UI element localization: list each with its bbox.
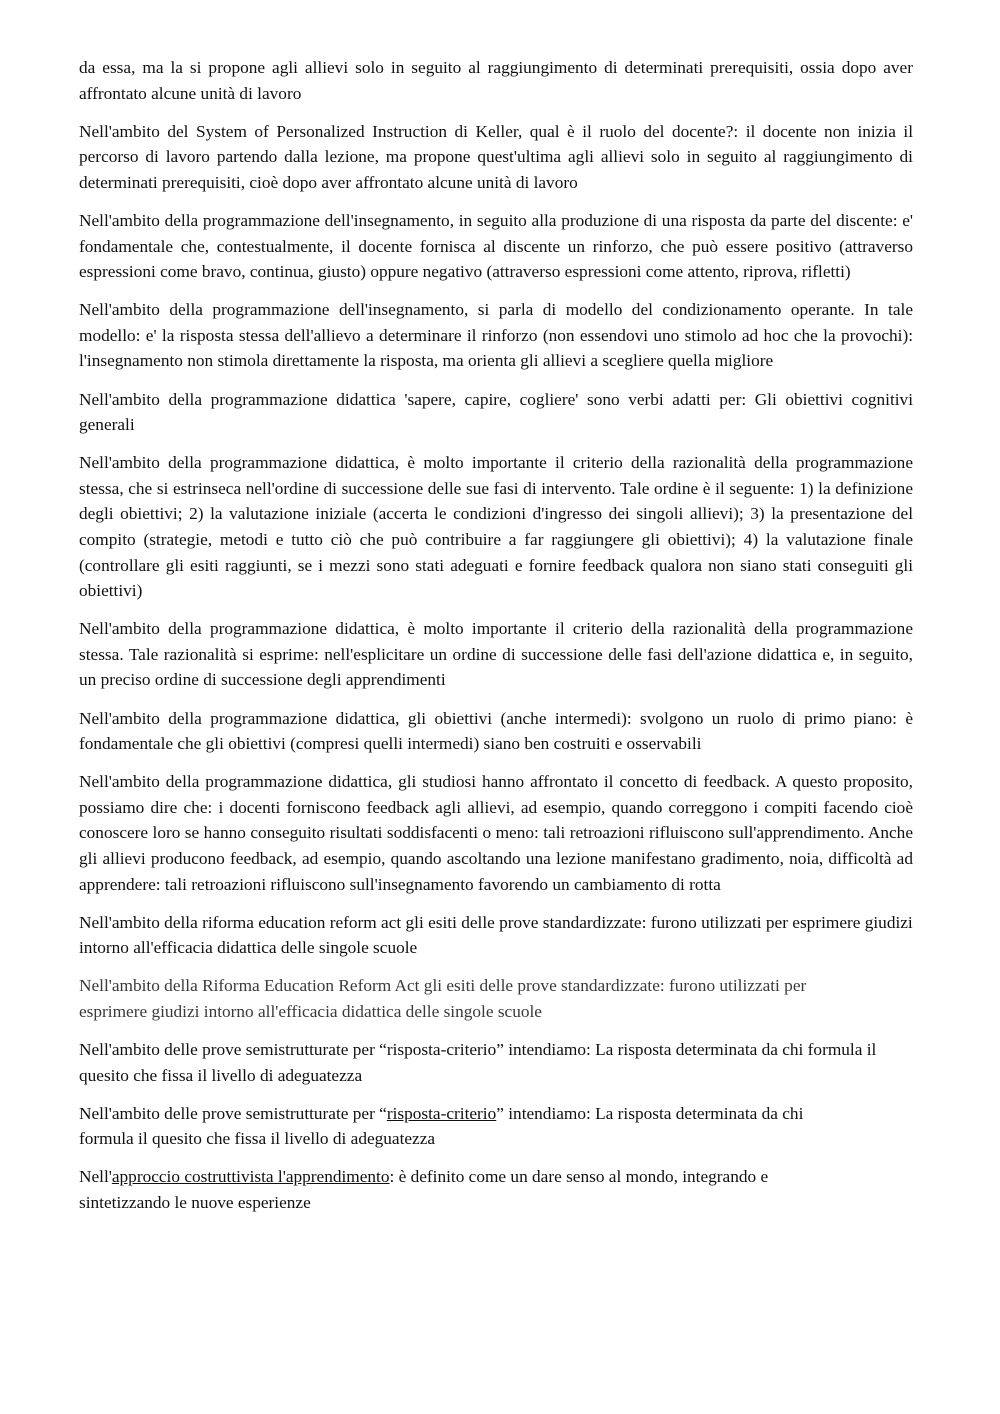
paragraph-12: Nell'ambito delle prove semistrutturate per “risposta-criterio” intendiamo: La risposta determinata da chi formula il quesito che fissa il livello di adeguatezza xyxy=(79,1040,877,1085)
paragraph-13 xyxy=(79,1101,849,1152)
paragraph-5: Nell'ambito della programmazione didattica 'sapere, capire, cogliere' sono verbi adatti per: Gli obiettivi cognitivi generali xyxy=(79,389,913,435)
paragraph-6: Nell'ambito della programmazione didattica, è molto importante il criterio della razionalità della programmazione stessa, che si estrinseca nell'ordine di successione delle sue fasi di intervento. Tale ordine è il seguente: 1) la definizione degli obiettivi; 2) la valutazione iniziale (accerta le condizioni d'ingresso dei singoli allievi); 3) la presentazione del compito (strategie, metodi e tutto ciò che può contribuire a far raggiungere gli obiettivi); 4) la valutazione finale (controllare gli esiti raggiunti, se i mezzi sono stati adeguati e fornire feedback qualora non siano stati conseguiti gli obiettivi) xyxy=(79,453,913,601)
paragraph-14-text-after: : è definito come un dare senso al mondo, integrando e sintetizzando le nuove esperienze xyxy=(79,1167,769,1213)
paragraph-7: Nell'ambito della programmazione didattica, è molto importante il criterio della razionalità della programmazione stessa. Tale razionalità si esprime: nell'esplicitare un ordine di successione delle fasi dell'azione didattica e, in seguito, un preciso ordine di successione degli apprendimenti xyxy=(79,619,913,690)
paragraph-11: Nell'ambito della Riforma Education Reform Act gli esiti delle prove standardizzate: furono utilizzati per esprimere giudizi intorno all'efficacia didattica delle singole scuole xyxy=(79,976,807,1021)
paragraph-10: Nell'ambito della riforma education reform act gli esiti delle prove standardizzate: furono utilizzati per esprimere giudizi intorno all'efficacia didattica delle singole scuole xyxy=(79,912,913,958)
paragraph-14-underlined-term: approccio costruttivista l'apprendimento xyxy=(111,1167,390,1187)
document-page xyxy=(79,55,913,1228)
paragraph-13-underlined-term: risposta-criterio xyxy=(386,1103,497,1123)
paragraph-4: Nell'ambito della programmazione dell'insegnamento, si parla di modello del condizionamento operante. In tale modello: e' la risposta stessa dell'allievo a determinare il rinforzo (non essendovi uno stimolo ad hoc che la provochi): l'insegnamento non stimola direttamente la risposta, ma orienta gli allievi a scegliere quella migliore xyxy=(79,300,913,371)
paragraph-13-text-after: ” intendiamo: La risposta determinata da chi formula il quesito che fissa il livello di adeguatezza xyxy=(79,1103,804,1149)
paragraph-13-text-before: Nell'ambito delle prove semistrutturate per “ xyxy=(79,1103,387,1123)
paragraph-14 xyxy=(79,1164,849,1215)
paragraph-2: Nell'ambito del System of Personalized Instruction di Keller, qual è il ruolo del docente?: il docente non inizia il percorso di lavoro partendo dalla lezione, ma propone quest'ultima agli allievi solo in seguito al raggiungimento di determinati prerequisiti, cioè dopo aver affrontato alcune unità di lavoro xyxy=(79,121,913,192)
paragraph-14-text-before: Nell' xyxy=(79,1167,112,1187)
paragraph-9: Nell'ambito della programmazione didattica, gli studiosi hanno affrontato il concetto di feedback. A questo proposito, possiamo dire che: i docenti forniscono feedback agli allievi, ad esempio, quando correggono i compiti facendo cioè conoscere loro se hanno conseguito risultati soddisfacenti o meno: tali retroazioni rifluiscono sull'apprendimento. Anche gli allievi producono feedback, ad esempio, quando ascoltando una lezione manifestano gradimento, noia, difficoltà ad apprendere: tali retroazioni rifluiscono sull'insegnamento favorendo un cambiamento di rotta xyxy=(79,772,913,894)
paragraph-3: Nell'ambito della programmazione dell'insegnamento, in seguito alla produzione di una risposta da parte del discente: e' fondamentale che, contestualmente, il docente fornisca al discente un rinforzo, che può essere positivo (attraverso espressioni come bravo, continua, giusto) oppure negativo (attraverso espressioni come attento, riprova, rifletti) xyxy=(79,210,913,282)
paragraph-8: Nell'ambito della programmazione didattica, gli obiettivi (anche intermedi): svolgono un ruolo di primo piano: è fondamentale che gli obiettivi (compresi quelli intermedi) siano ben costruiti e osservabili xyxy=(79,708,913,754)
paragraph-1: da essa, ma la si propone agli allievi solo in seguito al raggiungimento di determinati prerequisiti, ossia dopo aver affrontato alcune unità di lavoro xyxy=(79,58,913,103)
